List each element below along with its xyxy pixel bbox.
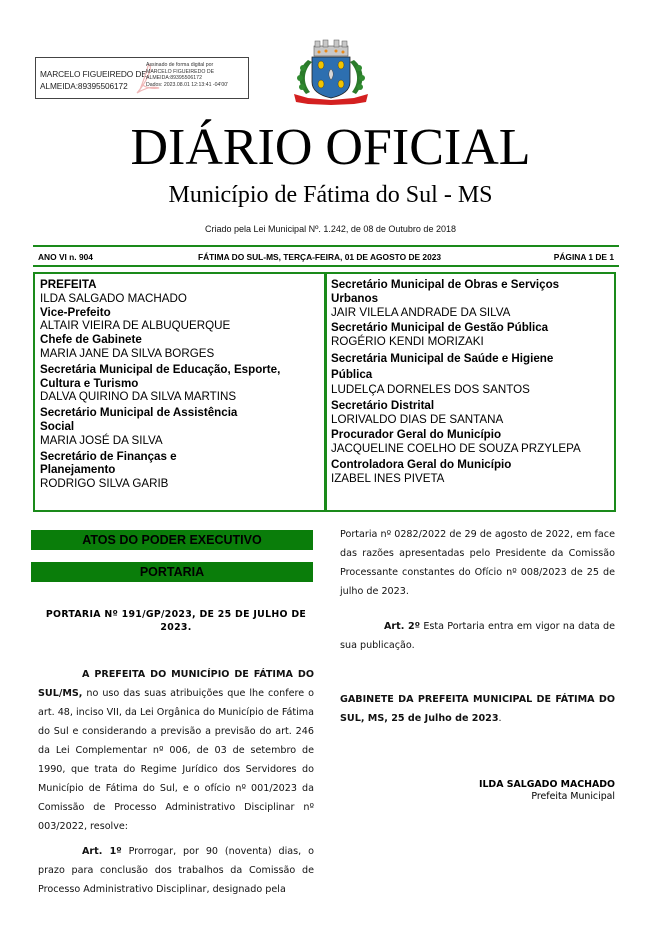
staff-name: RODRIGO SILVA GARIB <box>40 477 169 491</box>
section-header-atos: ATOS DO PODER EXECUTIVO <box>31 530 313 550</box>
article-2-text: Esta Portaria entra em vigor na data de sua publicação. <box>340 621 615 651</box>
staff-role: Secretário Distrital <box>331 398 435 412</box>
staff-role: Vice-Prefeito <box>40 305 111 319</box>
staff-role: Secretário Municipal de Assistência Social <box>40 406 238 433</box>
staff-role: PREFEITA <box>40 278 97 291</box>
closing-statement <box>340 690 615 728</box>
staff-role: Secretária Municipal de Educação, Esporte, Cultura e Turismo <box>40 362 281 390</box>
publication-title: DIÁRIO OFICIAL <box>130 119 531 176</box>
signature-detail-line: Assinado de forma digital por <box>146 62 214 68</box>
staff-entry <box>331 458 610 486</box>
staff-name: DALVA QUIRINO DA SILVA MARTINS <box>40 390 237 404</box>
staff-entry <box>40 306 321 334</box>
signature-details <box>146 62 228 88</box>
staff-role: Secretário de Finanças e Planejamento <box>40 449 177 477</box>
staff-entry <box>331 321 610 349</box>
staff-role: Secretário Municipal de Obras e Serviços Urbanos <box>331 278 560 305</box>
closing-place-date: GABINETE DA PREFEITA MUNICIPAL DE FÁTIMA DO SUL, MS, 25 de Julho de 2023 <box>340 694 615 724</box>
staff-entry <box>331 278 610 319</box>
staff-entry <box>40 450 321 491</box>
staff-name: ROGÉRIO KENDI MORIZAKI <box>331 335 484 349</box>
staff-name: ILDA SALGADO MACHADO <box>40 291 187 305</box>
signer-name-line2: ALMEIDA:89395506172 <box>40 81 128 91</box>
staff-role: Secretário Municipal de Gestão Pública <box>331 321 549 335</box>
coat-of-arms-icon <box>288 38 374 106</box>
staff-role: Procurador Geral do Município <box>331 428 502 442</box>
staff-entry <box>331 351 610 397</box>
section-header-portaria: PORTARIA <box>31 562 313 582</box>
divider-bottom <box>33 265 619 267</box>
staff-list-left <box>40 278 321 493</box>
staff-entry <box>331 399 610 427</box>
staff-name: LORIVALDO DIAS DE SANTANA <box>331 412 504 426</box>
divider-top <box>33 245 619 247</box>
digital-signature-box <box>35 57 249 99</box>
signer-role: Prefeita Municipal <box>531 791 615 802</box>
staff-box-left <box>33 272 327 512</box>
signature-detail-line: Dados: 2023.08.01 12:13:41 -04'00' <box>146 81 229 88</box>
staff-name: MARIA JOSÉ DA SILVA <box>40 433 163 447</box>
staff-name: ALTAIR VIEIRA DE ALBUQUERQUE <box>40 319 231 333</box>
staff-name: JACQUELINE COELHO DE SOUZA PRZYLEPA <box>331 442 581 456</box>
staff-entry <box>331 428 610 456</box>
staff-entry <box>40 363 321 404</box>
staff-name: LUDELÇA DORNELES DOS SANTOS <box>331 382 530 396</box>
preamble-authority: A PREFEITA DO MUNICÍPIO DE FÁTIMA DO SUL/MS, <box>38 669 314 699</box>
edition-number: ANO VI n. 904 <box>38 252 93 262</box>
signer-name <box>40 68 147 92</box>
signer-name-line1: MARCELO FIGUEIREDO DE <box>40 69 147 79</box>
article-2 <box>340 617 615 655</box>
closing-period: . <box>498 713 502 724</box>
article-1-continuation: Portaria nº 0282/2022 de 29 de agosto de 2022, em face das razões apresentadas pelo Presidente da Comissão Processante constantes do Ofício nº 008/2023 de 25 de julho de 2023. <box>340 529 615 597</box>
signer-name: ILDA SALGADO MACHADO <box>478 779 615 790</box>
staff-box-right <box>324 272 616 512</box>
article-1-left <box>38 842 314 899</box>
page-indicator: PÁGINA 1 DE 1 <box>553 252 614 262</box>
edition-place-date: FÁTIMA DO SUL-MS, TERÇA-FEIRA, 01 DE AGOSTO DE 2023 <box>198 252 442 262</box>
staff-entry <box>40 278 321 306</box>
portaria-preamble <box>38 665 314 836</box>
creation-law-note: Criado pela Lei Municipal Nº. 1.242, de 08 de Outubro de 2018 <box>205 224 456 234</box>
staff-list-right <box>331 278 610 488</box>
publication-subtitle: Município de Fátima do Sul - MS <box>168 182 493 208</box>
article-1-text: Prorrogar, por 90 (noventa) dias, o prazo para conclusão dos trabalhos da Comissão de Processo Administrativo Disciplinar, designado pela <box>38 846 314 895</box>
staff-role: Secretária Municipal de Saúde e Higiene Pública <box>331 351 554 381</box>
staff-role: Chefe de Gabinete <box>40 333 142 347</box>
staff-name: IZABEL INES PIVETA <box>331 471 445 485</box>
article-2-label: Art. 2º <box>384 621 421 632</box>
staff-role: Controladora Geral do Município <box>331 457 512 471</box>
preamble-text: no uso das suas atribuições que lhe confere o art. 48, inciso VII, da Lei Orgânica do Município de Fátima do Sul e considerando a previsão a previsão do art. 246 da Lei Complementar nº 006, de 03 de setembro de 1990, que trata do Regime Jurídico dos Servidores do Município de Fátima do Sul, e o ofício nº 001/2023 da Comissão de Processo Administrativo Disciplinar nº 003/2022, resolve: <box>38 688 314 832</box>
signature-detail-line: ALMEIDA:89395506172 <box>146 75 202 82</box>
staff-name: JAIR VILELA ANDRADE DA SILVA <box>331 305 511 319</box>
signature-detail-line: MARCELO FIGUEIREDO DE <box>146 68 215 75</box>
staff-entry <box>40 406 321 447</box>
portaria-title: PORTARIA Nº 191/GP/2023, DE 25 DE JULHO DE 2023. <box>45 609 307 633</box>
article-1-label: Art. 1º <box>82 846 122 857</box>
staff-name: MARIA JANE DA SILVA BORGES <box>40 346 215 360</box>
staff-entry <box>40 333 321 361</box>
